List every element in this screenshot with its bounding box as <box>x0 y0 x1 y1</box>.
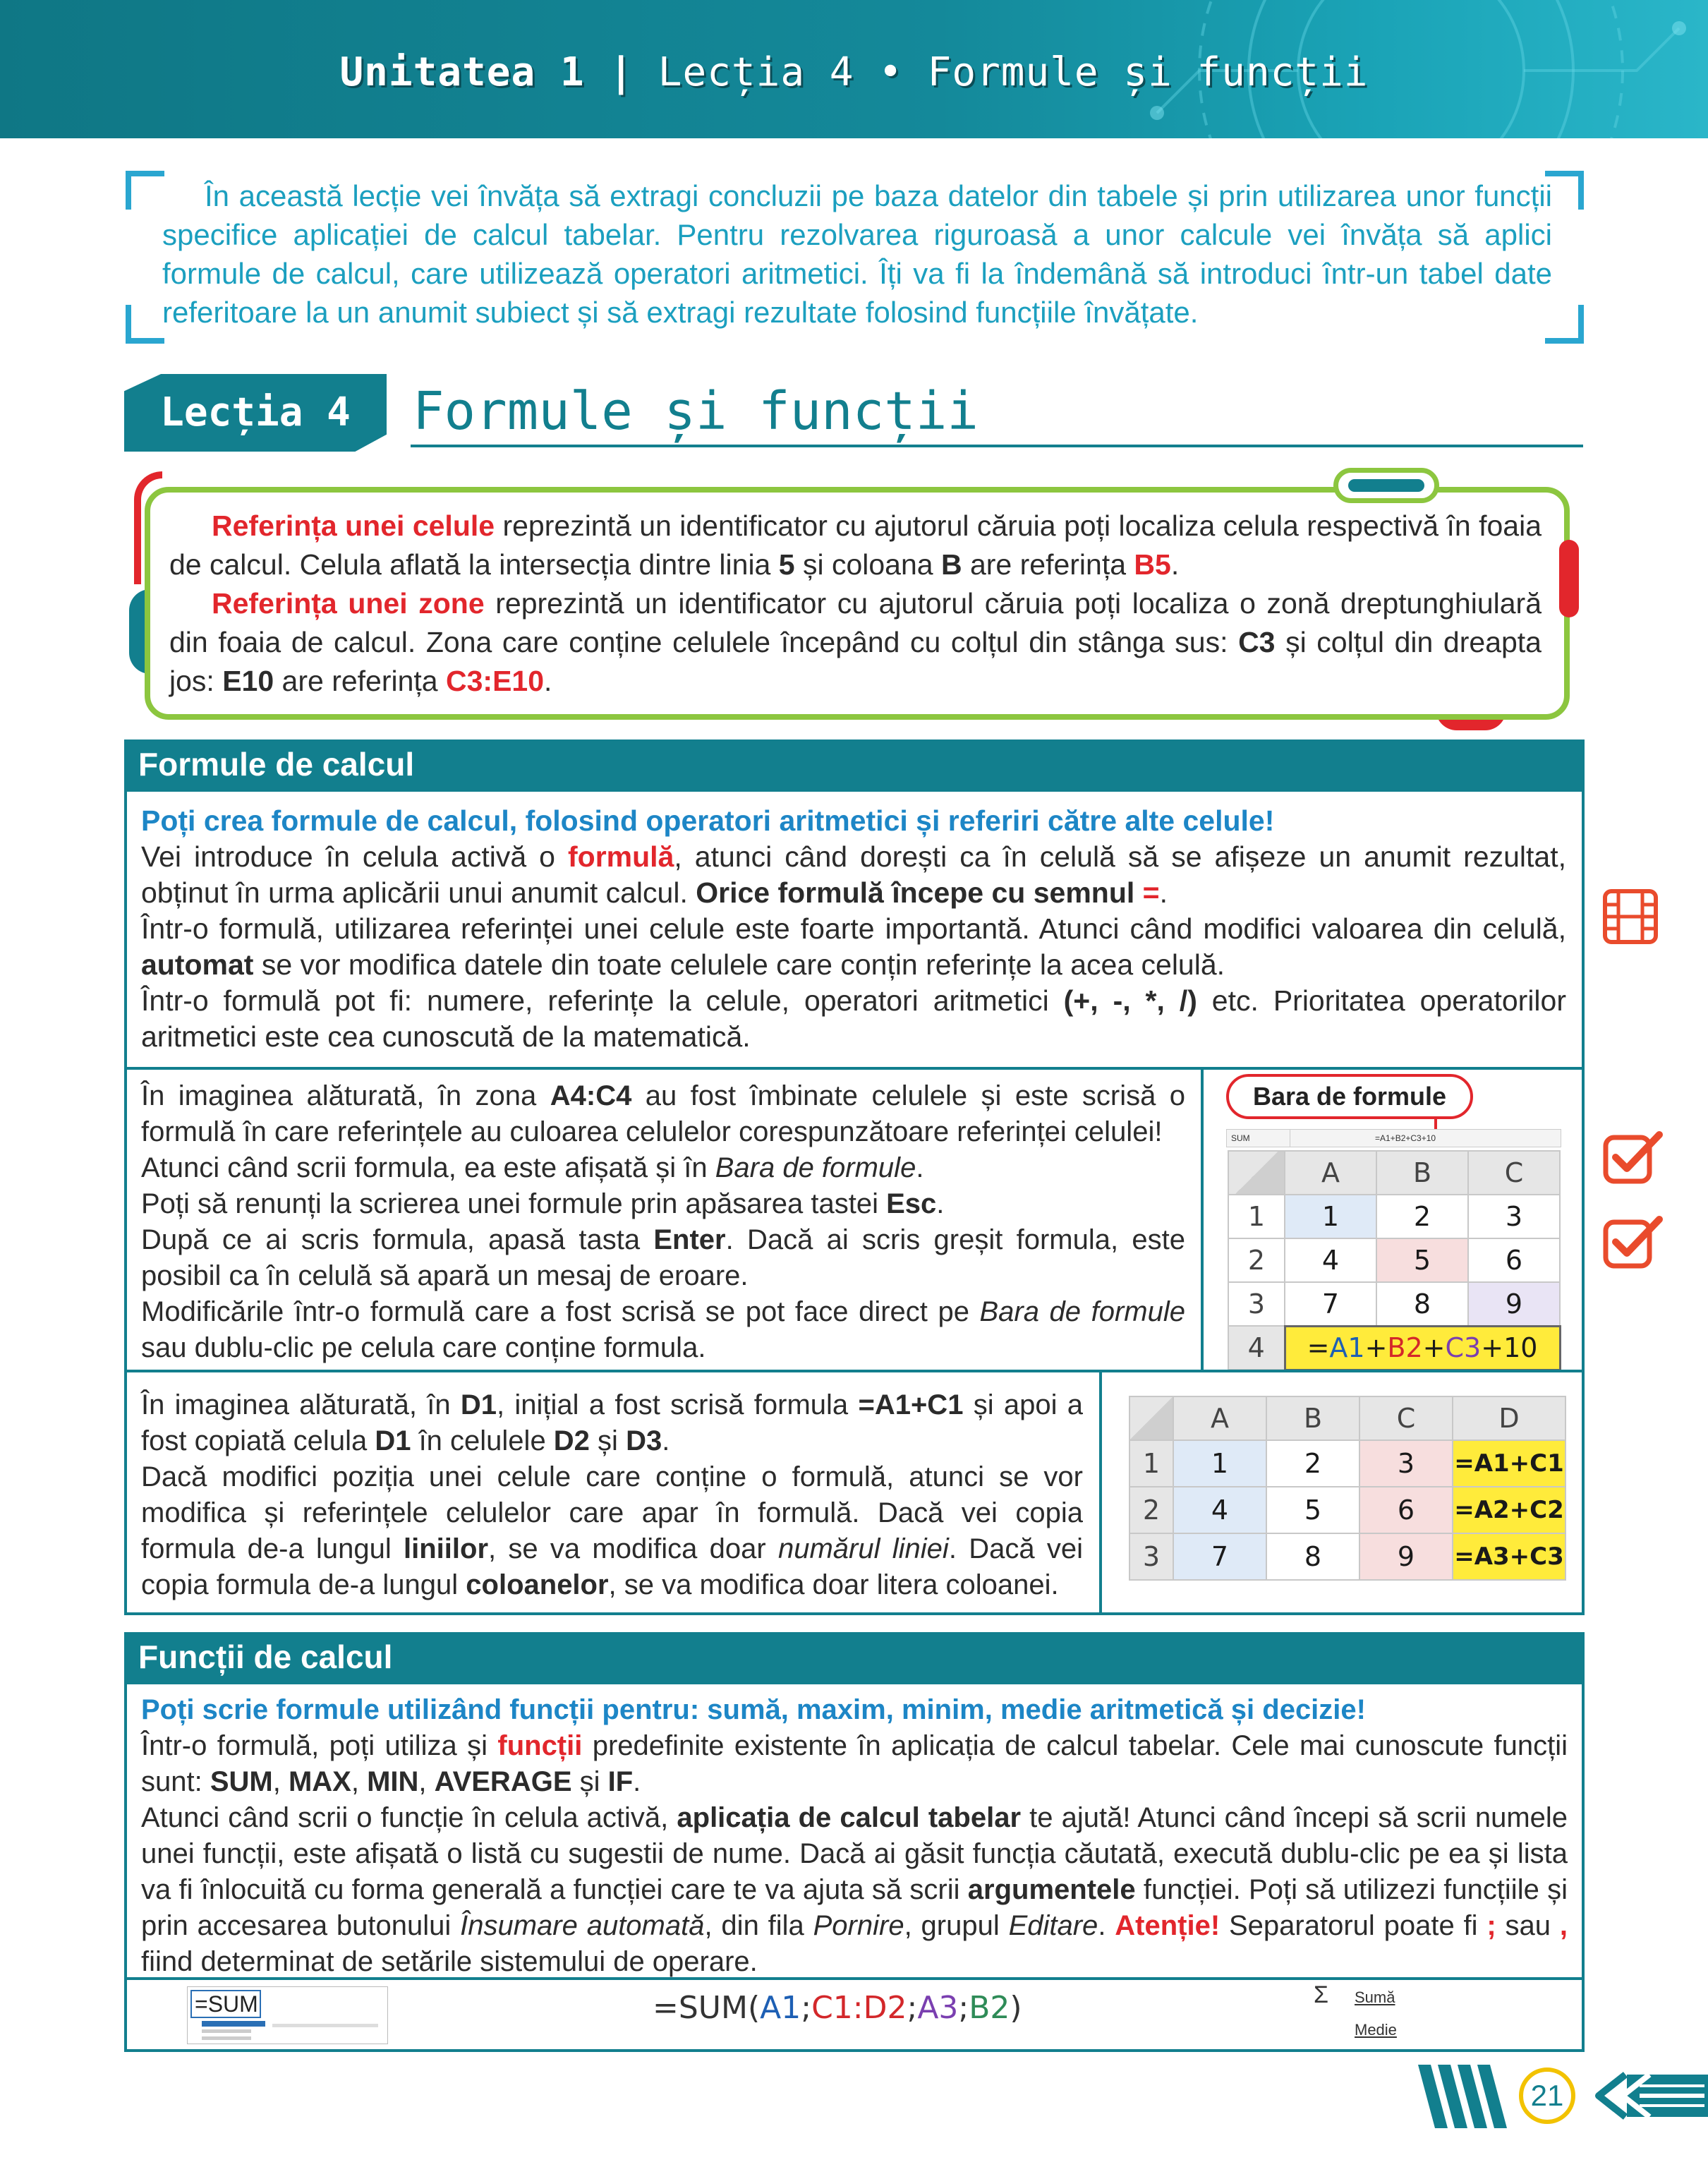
bold-span: aplicația de calcul tabelar <box>677 1802 1022 1833</box>
def-text-span: reprezintă un identificator cu ajutorul căruia poți localiza o zonă dreptunghiulară din foaia de calcul. Zona care conține celulele începând cu colțul din stânga sus: <box>169 587 1542 658</box>
text-span: . <box>662 1425 670 1456</box>
sheet2-grid <box>1129 1396 1566 1581</box>
formula-part: + <box>1422 1332 1446 1363</box>
sheet2-cell-d3: =A3+C3 <box>1453 1533 1565 1580</box>
def-pill-frame <box>1333 468 1439 503</box>
zone-ref-term: Referința unei zone <box>212 587 485 620</box>
zone-ref-definition <box>169 584 1542 701</box>
formula-ref-a3: A3 <box>917 1990 959 2026</box>
text-span: în celulele <box>411 1425 554 1456</box>
text-span: etc. Prioritatea operatorilor aritmetici este cea cunoscută de la matematică. <box>141 984 1566 1053</box>
text-span: funcției. Poți să utilizezi funcțiile și prin accesarea butonului <box>141 1874 1568 1941</box>
def-red-tab <box>1559 540 1579 617</box>
cell-d1: D1 <box>460 1389 497 1420</box>
sheet1-merged-formula-cell <box>1285 1326 1560 1370</box>
text-span: . <box>916 1152 924 1183</box>
fn-max: MAX <box>288 1766 351 1797</box>
italic-span: Bara de formule <box>979 1296 1185 1327</box>
sheet1-cell-b1: 2 <box>1376 1195 1468 1238</box>
warning-label: Atenție! <box>1115 1910 1221 1941</box>
lesson-tag-label: Lecția 4 <box>160 390 351 435</box>
sheet2-cell-a2: 4 <box>1173 1487 1266 1533</box>
text-span: și apoi a fost copiată celula <box>141 1389 1083 1456</box>
check-glyph <box>1603 1214 1664 1270</box>
sheet2-row-header: 3 <box>1129 1533 1173 1580</box>
video-film-icon[interactable] <box>1603 889 1658 944</box>
key-enter: Enter <box>653 1224 726 1255</box>
text-span: Vei introduce în celula activă o <box>141 840 568 873</box>
sheet1-row-header: 1 <box>1228 1195 1285 1238</box>
sheet2-corner <box>1129 1396 1173 1440</box>
bold-span: automat <box>141 948 254 981</box>
sheet1-cell-a2: 4 <box>1285 1238 1376 1282</box>
italic-editing-group: Editare <box>1008 1910 1098 1941</box>
autosum-symbol-icon[interactable]: Σ <box>1314 1981 1329 2008</box>
footer-stripes <box>1418 2065 1510 2132</box>
sheet1-formula-bar <box>1226 1129 1561 1147</box>
zone-ref: A4:C4 <box>550 1080 632 1111</box>
stripes-glyph <box>1418 2065 1510 2128</box>
formula-ref-b2: B2 <box>969 1990 1010 2026</box>
sheet2-cell-b3: 8 <box>1266 1533 1359 1580</box>
film-strip-glyph <box>1607 893 1654 940</box>
text-span: Separatorul poate fi <box>1220 1910 1487 1941</box>
block3-line2 <box>141 1459 1083 1603</box>
block2-line2 <box>141 1150 1185 1186</box>
text-span: și <box>571 1766 608 1797</box>
functii-p1 <box>141 1728 1568 1800</box>
cell-d1: D1 <box>375 1425 411 1456</box>
suggestion-highlight <box>202 2021 265 2027</box>
formula-ref-a1: A1 <box>1329 1332 1365 1363</box>
def-text-span: are referința <box>962 548 1134 581</box>
fn-if: IF <box>607 1766 634 1797</box>
sheet1-col-header: A <box>1285 1151 1376 1195</box>
def-text-span: . <box>544 665 552 697</box>
fn-average: AVERAGE <box>434 1766 572 1797</box>
suggestion-line <box>202 2036 251 2040</box>
formule-intro-text <box>141 803 1566 1055</box>
text-span: , se va modifica doar litera coloanei. <box>608 1569 1059 1600</box>
bold-columns: coloanelor <box>466 1569 609 1600</box>
def-text-span: și coloana <box>794 548 941 581</box>
text-span: După ce ai scris formula, apasă tasta <box>141 1224 654 1255</box>
suggestion-line <box>202 2029 251 2033</box>
sheet2-cell-c2: 6 <box>1359 1487 1453 1533</box>
cell-d2: D2 <box>553 1425 590 1456</box>
formula-part: ; <box>907 1990 918 2026</box>
definition-text <box>169 507 1542 701</box>
header-banner <box>0 0 1708 138</box>
sheet2-col-header: C <box>1359 1396 1453 1440</box>
term-functions: funcții <box>497 1730 583 1761</box>
autocomplete-screenshot <box>187 1986 388 2044</box>
formule-p2 <box>141 911 1566 983</box>
text-span: sau <box>1496 1910 1560 1941</box>
lesson-title: Formule și funcții <box>413 381 979 442</box>
text-span: , <box>351 1766 368 1797</box>
autosum-menu-sum[interactable]: Sumă <box>1355 1988 1395 2006</box>
lesson-label: Lecția 4 • Formule și funcții <box>658 49 1369 95</box>
italic-span: numărul liniei <box>777 1533 949 1564</box>
block2-line3 <box>141 1186 1185 1222</box>
sheet2-cell-d2: =A2+C2 <box>1453 1487 1565 1533</box>
text-span: , atunci când dorești ca în celulă să se afișeze un anumit rezultat, obținut în urma aplicării unui anumit calcul. <box>141 840 1566 909</box>
autosum-menu-average[interactable]: Medie <box>1355 2021 1397 2039</box>
text-span: . <box>936 1188 945 1219</box>
text-span: Într-o formulă pot fi: numere, referințe la celule, operatori aritmetici <box>141 984 1064 1017</box>
formule-heading: Formule de calcul <box>124 740 1585 789</box>
sheet2-cell-d1: =A1+C1 <box>1453 1440 1565 1487</box>
block3-line1 <box>141 1387 1083 1459</box>
separator-comma: , <box>1559 1910 1568 1941</box>
cell-ref-term: Referința unei celule <box>212 509 495 542</box>
sheet1-col-header: C <box>1468 1151 1560 1195</box>
sheet2-cell-a1: 1 <box>1173 1440 1266 1487</box>
formule-lead: Poți crea formule de calcul, folosind operatori aritmetici și referiri către alte celule! <box>141 804 1275 837</box>
def-row-number: 5 <box>778 548 795 581</box>
fn-min: MIN <box>367 1766 419 1797</box>
functii-lead: Poți scrie formule utilizând funcții pentru: sumă, maxim, minim, medie aritmetică și decizie! <box>141 1694 1366 1725</box>
namebox: SUM <box>1227 1130 1290 1147</box>
cell-d3: D3 <box>626 1425 662 1456</box>
text-span: și <box>589 1425 626 1456</box>
page-number: 21 <box>1519 2068 1575 2124</box>
sheet1-grid <box>1228 1150 1561 1371</box>
text-span: . Dacă vei copia formula de-a lungul <box>141 1533 1083 1600</box>
def-zone-end: E10 <box>222 665 274 697</box>
sheet1-cell-b3: 8 <box>1376 1282 1468 1326</box>
sheet2-row-header: 2 <box>1129 1487 1173 1533</box>
text-span: În imaginea alăturată, în zona <box>141 1080 550 1111</box>
formula-part: = <box>1307 1332 1330 1363</box>
def-pill-inner <box>1348 479 1424 492</box>
italic-home-tab: Pornire <box>813 1910 904 1941</box>
operators: (+, -, *, /) <box>1063 984 1197 1017</box>
text-span: , <box>272 1766 289 1797</box>
sheet1-cell-c2: 6 <box>1468 1238 1560 1282</box>
sum-input-cell: =SUM <box>190 1990 261 2018</box>
sheet1-row-header: 4 <box>1228 1326 1285 1370</box>
key-esc: Esc <box>886 1188 937 1219</box>
sheet2-cell-a3: 7 <box>1173 1533 1266 1580</box>
check-glyph <box>1603 1129 1664 1185</box>
sheet1-row-header: 3 <box>1228 1282 1285 1326</box>
formula-part: +10 <box>1481 1332 1538 1363</box>
back-arrow-icon[interactable] <box>1585 2069 1708 2126</box>
italic-span: Bara de formule <box>715 1152 916 1183</box>
def-zone-ref-value: C3:E10 <box>446 665 545 697</box>
text-span: , din fila <box>704 1910 813 1941</box>
text-span: te ajută! Atunci când începi să scrii numele unei funcții, este afișată o listă cu sugestii de nume. Dacă ai găsit funcția căutată, execută dublu-clic pe ea și lista va fi înlocuită cu forma generală a funcției care te va ajuta să scrii <box>141 1802 1568 1905</box>
sheet1-cell-c3: 9 <box>1468 1282 1560 1326</box>
intro-bracket-tl <box>126 171 164 210</box>
def-zone-start: C3 <box>1238 626 1276 658</box>
formula-bar-callout: Bara de formule <box>1226 1074 1473 1119</box>
text-span: fiind determinat de setările sistemului de operare. <box>141 1946 758 1977</box>
formula-part: ; <box>801 1990 812 2026</box>
intro-paragraph: În această lecție vei învăța să extragi concluzii pe baza datelor din tabele și prin utilizarea unor funcții specifice aplicației de calcul tabelar. Pentru rezolvarea riguroasă a unor calcule vei învăța să aplici formule de calcul, care utilizează operatori aritmetici. Îți va fi la îndemână să introduci într-un tabel date referitoare la un anumit subiect și să extragi rezultate folosind funcțiile învățate. <box>162 179 1552 329</box>
functii-text <box>141 1692 1568 1980</box>
sheet1-cell-a1: 1 <box>1285 1195 1376 1238</box>
formula-ref-b2: B2 <box>1387 1332 1423 1363</box>
checklist-icon-1[interactable] <box>1603 1129 1664 1189</box>
block2-line5 <box>141 1294 1185 1366</box>
sheet1-row-header: 2 <box>1228 1238 1285 1282</box>
def-cell-ref-value: B5 <box>1134 548 1171 581</box>
formula-ref-a1: A1 <box>760 1990 801 2026</box>
arrow-glyph <box>1585 2069 1708 2123</box>
formula-part: + <box>1364 1332 1388 1363</box>
unit-label: Unitatea 1 <box>339 49 585 95</box>
def-text-span: . <box>1170 548 1180 581</box>
italic-autosum: Însumare automată <box>460 1910 705 1941</box>
formula-part: ) <box>1010 1990 1022 2026</box>
sheet2-cell-b2: 5 <box>1266 1487 1359 1533</box>
text-span: , se va modifica doar <box>488 1533 778 1564</box>
formula-ref-c3: C3 <box>1445 1332 1482 1363</box>
fn-sum: SUM <box>210 1766 273 1797</box>
block2-line4 <box>141 1222 1185 1294</box>
text-span: , inițial a fost scrisă formula <box>497 1389 859 1420</box>
formule-block3-text <box>141 1387 1083 1603</box>
text-span: au fost îmbinate celulele și este scrisă o formulă în care referințele au culoarea celulelor corespunzătoare referinței celulei! <box>141 1080 1186 1147</box>
block2-line1 <box>141 1078 1185 1150</box>
text-span: Într-o formulă, poți utiliza și <box>141 1730 498 1761</box>
text-span: Modificările într-o formulă care a fost scrisă se pot face direct pe <box>141 1296 980 1327</box>
formula-text: =A1+C1 <box>858 1389 964 1420</box>
formula-part: =SUM( <box>653 1990 761 2026</box>
sheet1-col-header: B <box>1376 1151 1468 1195</box>
text-span: Într-o formulă, utilizarea referinței unei celule este foarte importantă. Atunci când modifici valoarea din celulă, <box>141 912 1566 945</box>
def-text-span: are referința <box>274 665 446 697</box>
title-separator: | <box>609 49 634 95</box>
sum-formula-example <box>653 1990 1022 2026</box>
sheet1-cell-b2: 5 <box>1376 1238 1468 1282</box>
sheet2-col-header: D <box>1453 1396 1565 1440</box>
formula-ref-c1-d2: C1:D2 <box>811 1990 907 2026</box>
text-span: , grupul <box>904 1910 1009 1941</box>
formula-part: ; <box>958 1990 969 2026</box>
def-text-span: reprezintă un identificator cu ajutorul căruia poți localiza celula respectivă în foaia de calcul. Celula aflată la intersecția dintre linia <box>169 509 1542 581</box>
text-span: . <box>1159 876 1168 909</box>
text-span: . <box>1098 1910 1115 1941</box>
functii-p2 <box>141 1800 1568 1980</box>
functii-heading: Funcții de calcul <box>124 1632 1585 1682</box>
suggestion-tooltip-line <box>272 2024 378 2027</box>
text-span: se vor modifica datele din toate celulele care conțin referințe la acea celulă. <box>253 948 1225 981</box>
bold-span: Orice formulă începe cu semnul <box>696 876 1143 909</box>
text-span: sau dublu-clic pe celula care conține formula. <box>141 1332 706 1363</box>
equals-sign: = <box>1142 876 1160 909</box>
text-span: Poți să renunți la scrierea unei formule prin apăsarea tastei <box>141 1188 887 1219</box>
intro-bracket-bl <box>126 305 164 344</box>
def-text-span: și colțul din dreapta jos: <box>169 626 1542 697</box>
text-span: , <box>418 1766 435 1797</box>
text-span: În imaginea alăturată, în <box>141 1389 461 1420</box>
lesson-title-underline <box>411 445 1583 447</box>
banner-title <box>0 49 1708 95</box>
sheet2-col-header: B <box>1266 1396 1359 1440</box>
formule-p1 <box>141 839 1566 911</box>
checklist-icon-2[interactable] <box>1603 1214 1664 1274</box>
bold-arguments: argumentele <box>967 1874 1136 1905</box>
text-span: Atunci când scrii o funcție în celula activă, <box>141 1802 677 1833</box>
cell-ref-definition <box>169 507 1542 584</box>
text-span: . <box>633 1766 641 1797</box>
formule-p3 <box>141 983 1566 1055</box>
separator-semicolon: ; <box>1486 1910 1496 1941</box>
sheet1-cell-a3: 7 <box>1285 1282 1376 1326</box>
formule-block2-text <box>141 1078 1185 1366</box>
formula-bar-content: =A1+B2+C3+10 <box>1375 1133 1436 1143</box>
sheet2-cell-b1: 2 <box>1266 1440 1359 1487</box>
sheet2-cell-c3: 9 <box>1359 1533 1453 1580</box>
text-span: . Dacă ai scris greșit formula, este posibil ca în celulă să apară un mesaj de eroare. <box>141 1224 1185 1291</box>
sheet1-corner <box>1228 1151 1285 1195</box>
text-span: predefinite existente în aplicația de calcul tabelar. Cele mai cunoscute funcții sunt: <box>141 1730 1568 1797</box>
sheet1-cell-c1: 3 <box>1468 1195 1560 1238</box>
term-formula: formulă <box>568 840 674 873</box>
def-col-letter: B <box>940 548 962 581</box>
sheet2-cell-c1: 3 <box>1359 1440 1453 1487</box>
text-span: Dacă modifici poziția unei celule care conține o formulă, atunci se vor modifica și referințele celulelor care apar în formulă. Dacă vei copia formula de-a lungul <box>141 1461 1083 1564</box>
bold-lines: liniilor <box>404 1533 489 1564</box>
sheet2-col-header: A <box>1173 1396 1266 1440</box>
sheet2-row-header: 1 <box>1129 1440 1173 1487</box>
text-span: Atunci când scrii formula, ea este afișată și în <box>141 1152 715 1183</box>
